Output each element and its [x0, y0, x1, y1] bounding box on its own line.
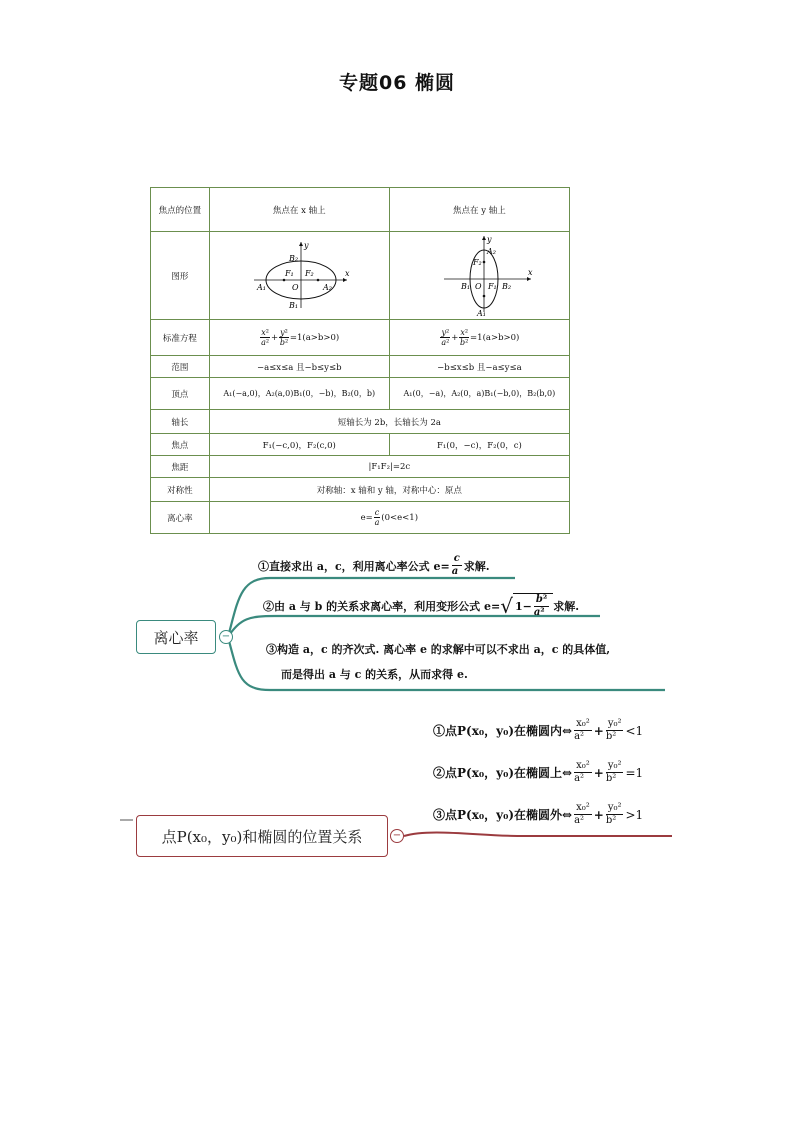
point-inside-condition: ①点P(x₀，y₀)在椭圆内⇔ x₀² a² + y₀² b² <1: [433, 718, 644, 742]
svg-text:F₂: F₂: [305, 269, 315, 278]
focus-x: F₁(−c,0)，F₂(c,0): [209, 434, 389, 456]
page-title: 专题06 椭圆: [338, 72, 456, 94]
svg-text:y: y: [487, 235, 492, 244]
axis-length: 短轴长为 2b，长轴长为 2a: [209, 410, 569, 434]
eccentricity: e= $\frac{c}{a}$ (0<e<1): [209, 502, 569, 534]
row-label: 离心率: [151, 502, 210, 534]
row-label: 标准方程: [151, 320, 210, 356]
svg-text:A₁: A₁: [257, 283, 267, 292]
row-label: 范围: [151, 356, 210, 378]
svg-text:B₁: B₁: [461, 282, 471, 291]
svg-text:A₁: A₁: [477, 309, 487, 316]
row-label: 焦距: [151, 456, 210, 478]
svg-text:F₁: F₁: [488, 282, 498, 291]
vertex-y: A₁(0，−a)，A₂(0，a)B₁(−b,0)，B₂(b,0): [389, 378, 569, 410]
mindmap-root-point-position: 点P(x₀，y₀)和椭圆的位置关系: [136, 815, 388, 857]
row-label: 对称性: [151, 478, 210, 502]
focal-distance: |F₁F₂|=2c: [209, 456, 569, 478]
row-label: 顶点: [151, 378, 210, 410]
range-x: −a≤x≤a 且−b≤y≤b: [209, 356, 389, 378]
svg-text:O: O: [475, 282, 482, 291]
row-label: 图形: [151, 232, 210, 320]
row-label: 轴长: [151, 410, 210, 434]
svg-text:A₂: A₂: [323, 283, 333, 292]
mindmap-root-eccentricity: 离心率: [136, 620, 216, 654]
collapse-toggle[interactable]: −: [390, 829, 404, 843]
point-on-condition: ②点P(x₀，y₀)在椭圆上⇔ x₀² a² + $\frac{\text{y₀²}}{\text{b²}}$ =1: [433, 760, 644, 784]
col-header-x: 焦点在 x 轴上: [209, 188, 389, 232]
svg-text:B₁: B₁: [289, 301, 299, 310]
collapse-toggle[interactable]: −: [219, 630, 233, 644]
ecc-method-3-line1: ③构造 a，c 的齐次式. 离心率 e 的求解中可以不求出 a，c 的具体值,: [266, 643, 611, 656]
ecc-method-1: ①直接求出 a，c，利用离心率公式 e= $\frac{c}{a}$ 求解.: [258, 553, 490, 577]
row-label: 焦点: [151, 434, 210, 456]
std-eq-x: $\frac{\text{x²}}{\text{a²}}$ + $\frac{\text{y²}}{\text{b²}}$ =1(a>b>0): [209, 320, 389, 356]
svg-text:x: x: [345, 269, 350, 278]
svg-text:A₂: A₂: [487, 247, 497, 256]
col-header-y: 焦点在 y 轴上: [389, 188, 569, 232]
svg-text:F₁: F₁: [285, 269, 295, 278]
svg-text:B₂: B₂: [289, 254, 299, 263]
vertex-x: A₁(−a,0)，A₂(a,0)B₁(0，−b)，B₂(0，b): [209, 378, 389, 410]
focus-y: F₁(0，−c)，F₂(0，c): [389, 434, 569, 456]
symmetry: 对称轴：x 轴和 y 轴，对称中心：原点: [209, 478, 569, 502]
range-y: −b≤x≤b 且−a≤y≤a: [389, 356, 569, 378]
ecc-method-2: ②由 a 与 b 的关系求离心率，利用变形公式 e= √ 1− b² a² 求解.: [263, 594, 580, 618]
std-eq-y: $\frac{\text{y²}}{\text{a²}}$ + $\frac{\text{x²}}{\text{b²}}$ =1(a>b>0): [389, 320, 569, 356]
svg-text:x: x: [528, 268, 533, 277]
svg-text:F₂: F₂: [473, 258, 483, 267]
point-outside-condition: ③点P(x₀，y₀)在椭圆外⇔ x₀² a² + y₀² b² >1: [433, 802, 644, 826]
row-label: 焦点的位置: [151, 188, 210, 232]
svg-text:O: O: [292, 283, 299, 292]
svg-text:y: y: [304, 241, 309, 250]
svg-text:B₂: B₂: [502, 282, 512, 291]
ecc-method-3-line2: 而是得出 a 与 c 的关系，从而求得 e.: [281, 668, 468, 681]
